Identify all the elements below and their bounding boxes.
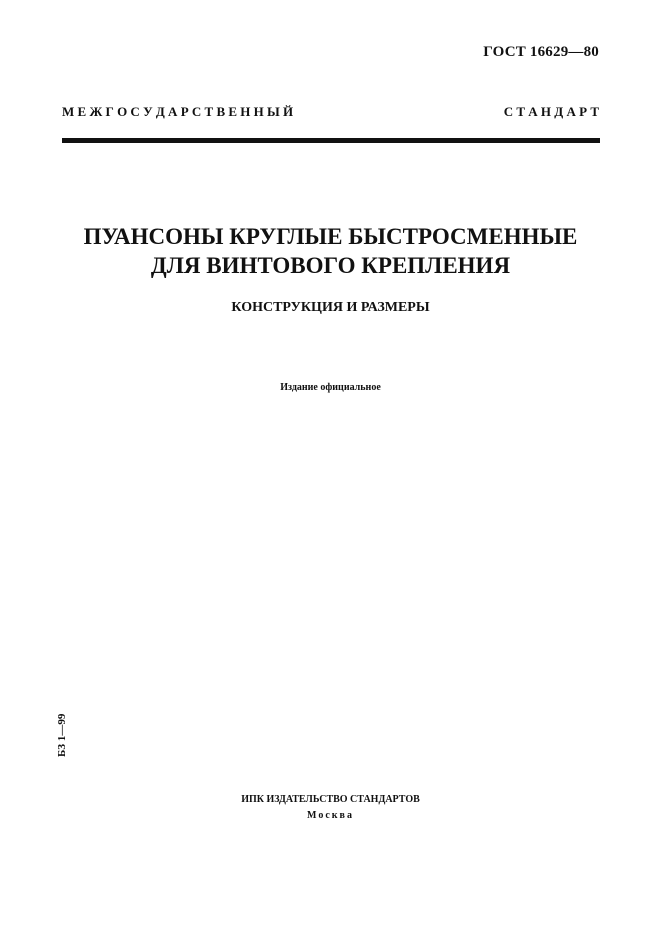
document-subtitle: КОНСТРУКЦИЯ И РАЗМЕРЫ [231,300,430,315]
edition-note: Издание официальное [280,382,381,393]
document-number: ГОСТ 16629—80 [483,44,599,60]
publisher-name: ИПК ИЗДАТЕЛЬСТВО СТАНДАРТОВ [241,794,420,805]
publisher-city: Москва [307,810,354,821]
standard-type-word-2: С Т А Н Д А Р Т [503,104,599,119]
title-line-1: ПУАНСОНЫ КРУГЛЫЕ БЫСТРОСМЕННЫЕ [83,224,578,249]
standard-type-heading [62,104,599,120]
header-divider [62,138,600,143]
side-code: БЗ 1—99 [56,713,68,757]
standard-type-word-1: М Е Ж Г О С У Д А Р С Т В Е Н Н Ы Й [62,104,294,119]
title-line-2: ДЛЯ ВИНТОВОГО КРЕПЛЕНИЯ [150,253,511,278]
document-title [40,222,621,280]
